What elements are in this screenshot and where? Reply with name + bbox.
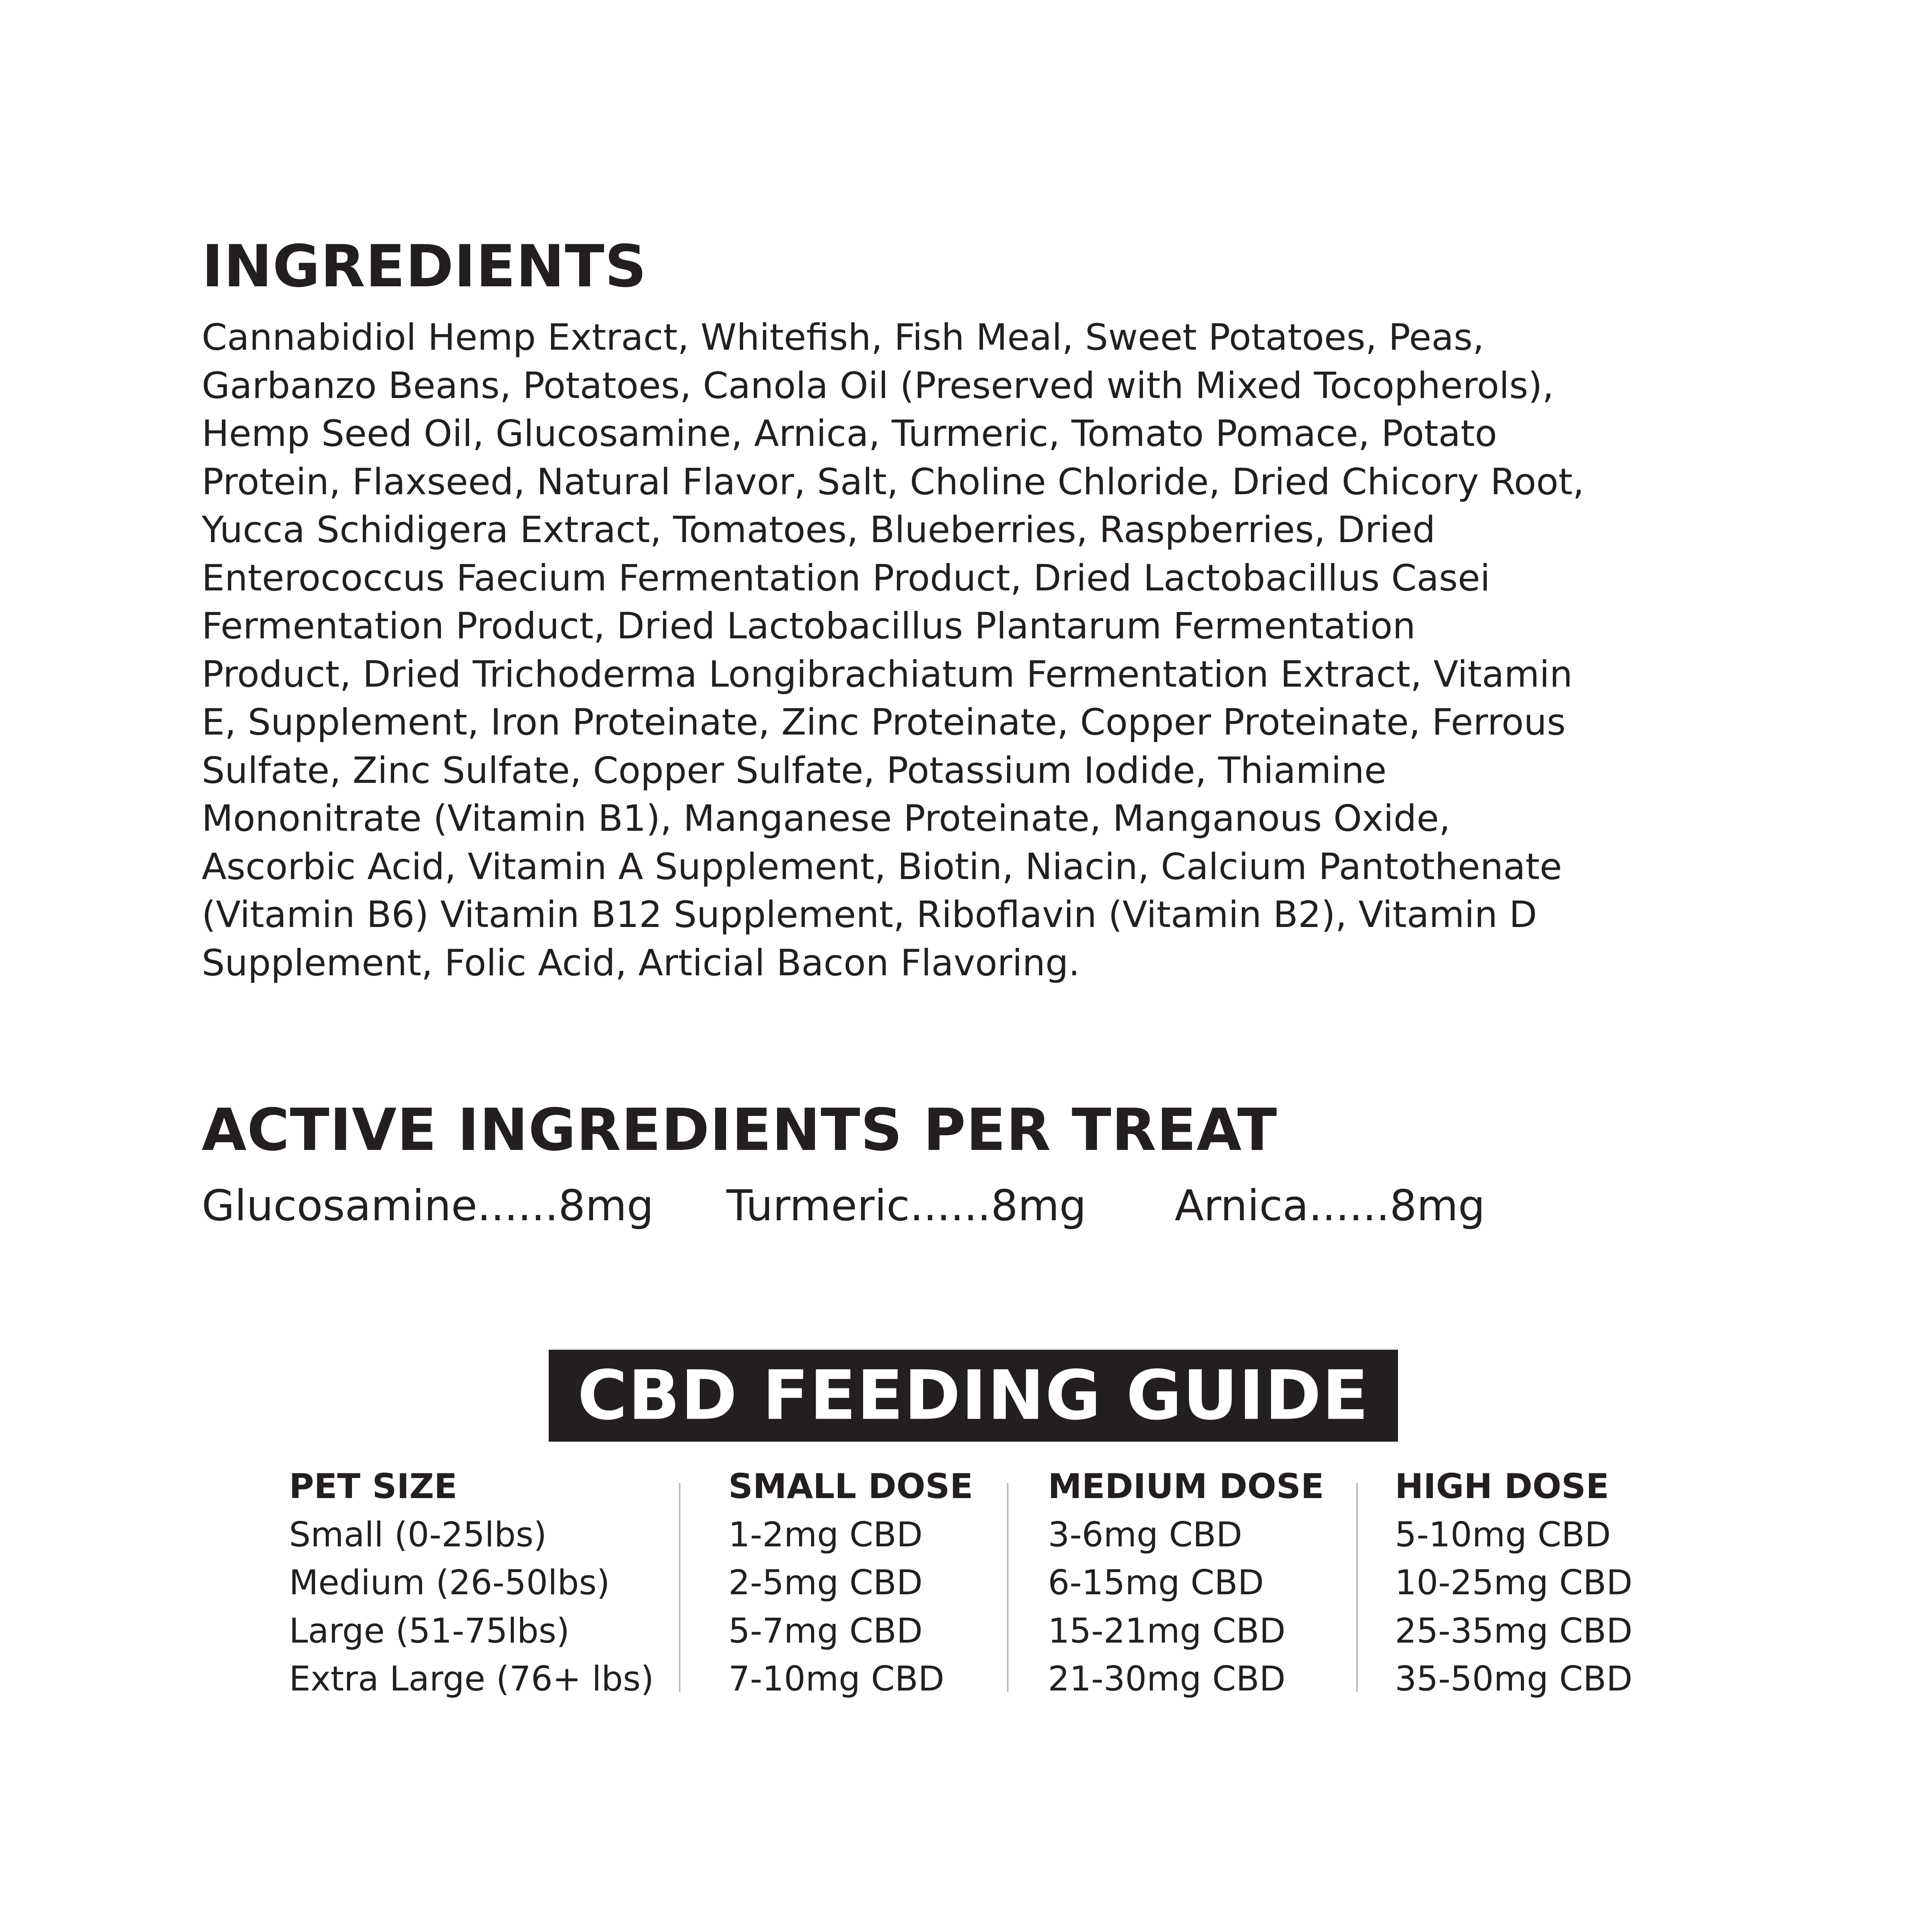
table-cell: 1-2mg CBD — [728, 1514, 923, 1554]
table-cell: Extra Large (76+ lbs) — [289, 1659, 654, 1699]
active-ingredient-arnica: Arnica......8mg — [1175, 1181, 1485, 1230]
table-cell: 10-25mg CBD — [1395, 1563, 1633, 1602]
ingredients-list — [202, 314, 1794, 987]
table-cell: 3-6mg CBD — [1048, 1514, 1242, 1554]
column-header: PET SIZE — [289, 1466, 457, 1506]
ingredients-line: Supplement, Folic Acid, Articial Bacon Flavoring. — [202, 942, 1080, 984]
column-divider — [679, 1483, 680, 1692]
table-cell: 15-21mg CBD — [1048, 1611, 1286, 1651]
active-ingredients-heading: ACTIVE INGREDIENTS PER TREAT — [202, 1097, 1277, 1164]
feeding-guide-column-medium-dose — [1048, 1463, 1324, 1703]
ingredients-line: Garbanzo Beans, Potatoes, Canola Oil (Preserved with Mixed Tocopherols), — [202, 364, 1554, 407]
active-ingredient-turmeric: Turmeric......8mg — [726, 1181, 1087, 1230]
table-cell: Medium (26-50lbs) — [289, 1563, 610, 1602]
column-header: HIGH DOSE — [1395, 1466, 1609, 1506]
column-divider — [1007, 1483, 1009, 1692]
ingredients-line: Ascorbic Acid, Vitamin A Supplement, Biotin, Niacin, Calcium Pantothenate — [202, 845, 1562, 888]
ingredients-line: Mononitrate (Vitamin B1), Manganese Proteinate, Manganous Oxide, — [202, 798, 1451, 840]
column-divider — [1356, 1483, 1358, 1692]
table-cell: Small (0-25lbs) — [289, 1514, 547, 1554]
feeding-guide-title-banner — [549, 1350, 1398, 1442]
column-header: SMALL DOSE — [728, 1466, 973, 1506]
table-cell: 5-7mg CBD — [728, 1611, 923, 1651]
table-cell: 25-35mg CBD — [1395, 1611, 1633, 1651]
ingredients-line: E, Supplement, Iron Proteinate, Zinc Proteinate, Copper Proteinate, Ferrous — [202, 701, 1566, 743]
table-cell: 6-15mg CBD — [1048, 1563, 1264, 1602]
table-cell: 21-30mg CBD — [1048, 1659, 1286, 1699]
ingredients-line: Protein, Flaxseed, Natural Flavor, Salt, Choline Chloride, Dried Chicory Root, — [202, 461, 1584, 503]
feeding-guide-column-pet-size — [289, 1463, 654, 1703]
ingredients-line: Cannabidiol Hemp Extract, Whitefish, Fish Meal, Sweet Potatoes, Peas, — [202, 316, 1484, 359]
table-cell: Large (51-75lbs) — [289, 1611, 570, 1651]
table-cell: 35-50mg CBD — [1395, 1659, 1633, 1699]
feeding-guide-title: CBD FEEDING GUIDE — [577, 1356, 1369, 1435]
ingredients-line: Product, Dried Trichoderma Longibrachiatum Fermentation Extract, Vitamin — [202, 653, 1573, 696]
active-ingredient-glucosamine: Glucosamine......8mg — [202, 1181, 654, 1230]
table-cell: 2-5mg CBD — [728, 1563, 923, 1602]
ingredients-line: (Vitamin B6) Vitamin B12 Supplement, Riboflavin (Vitamin B2), Vitamin D — [202, 894, 1537, 936]
table-cell: 5-10mg CBD — [1395, 1514, 1611, 1554]
ingredients-line: Sulfate, Zinc Sulfate, Copper Sulfate, Potassium Iodide, Thiamine — [202, 749, 1387, 792]
feeding-guide-column-small-dose — [728, 1463, 973, 1703]
ingredients-line: Hemp Seed Oil, Glucosamine, Arnica, Turmeric, Tomato Pomace, Potato — [202, 413, 1497, 455]
table-cell: 7-10mg CBD — [728, 1659, 944, 1699]
ingredients-heading: INGREDIENTS — [202, 233, 647, 300]
ingredients-line: Enterococcus Faecium Fermentation Product, Dried Lactobacillus Casei — [202, 557, 1490, 599]
ingredients-line: Fermentation Product, Dried Lactobacillus Plantarum Fermentation — [202, 605, 1416, 647]
column-header: MEDIUM DOSE — [1048, 1466, 1324, 1506]
ingredients-line: Yucca Schidigera Extract, Tomatoes, Blueberries, Raspberries, Dried — [202, 509, 1435, 551]
feeding-guide-column-high-dose — [1395, 1463, 1633, 1703]
